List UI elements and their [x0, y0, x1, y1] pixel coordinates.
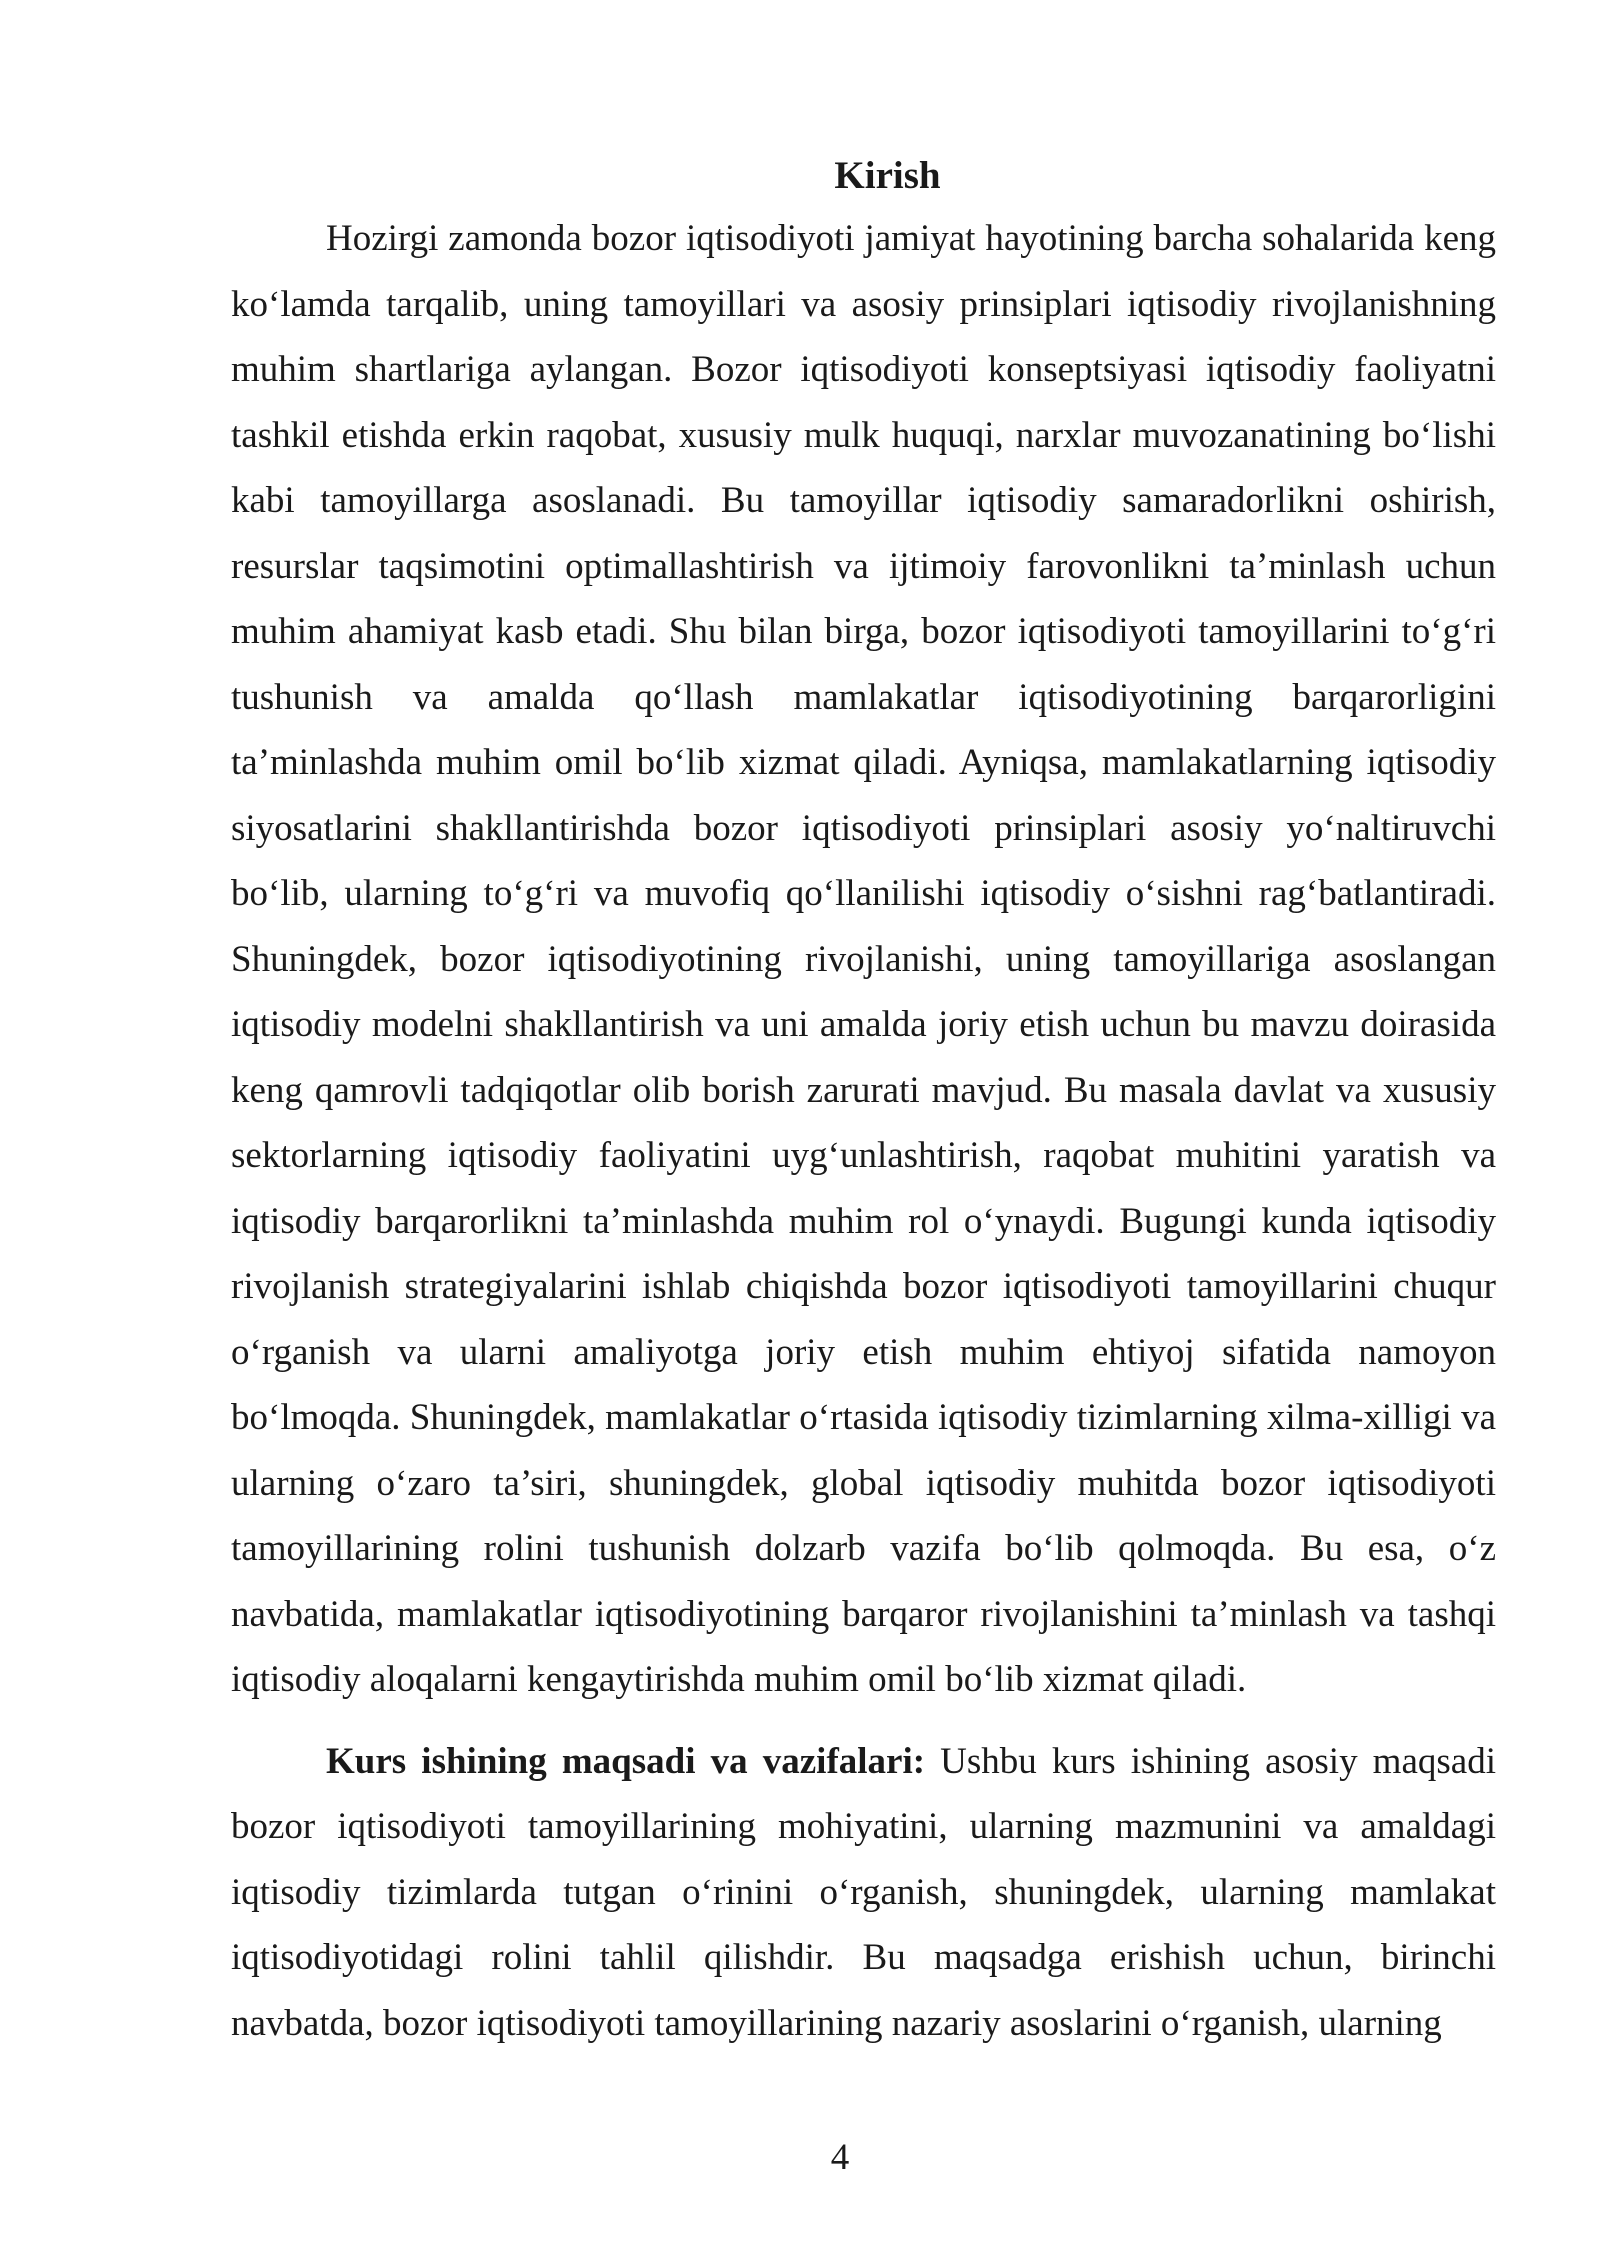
- intro-paragraph: [231, 206, 1496, 1713]
- goals-paragraph: [231, 1729, 1496, 2057]
- page-number: 4: [830, 2137, 850, 2178]
- paragraph-text: Ushbu kurs ishining asosiy maqsadi bozor iqtisodiyoti tamoyillarining mohiyatini, ularning mazmunini va amaldagi iqtisodiy tizimlarda tutgan o‘rinini o‘rganish, shuningdek, ularning mamlakat iqtisodiyotidagi rolini tahlil qilishdir. Bu maqsadga erishish uchun, birinchi navbatda, bozor iqtisodiyoti tamoyillarining nazariy asoslarini o‘rganish, ularning: [231, 1740, 1496, 2044]
- page-content: [231, 146, 1496, 2056]
- paragraph-text: Hozirgi zamonda bozor iqtisodiyoti jamiyat hayotining barcha sohalarida keng ko‘lamda tarqalib, uning tamoyillari va asosiy prinsiplari iqtisodiy rivojlanishning muhim shartlariga aylangan. Bozor iqtisodiyoti konseptsiyasi iqtisodiy faoliyatni tashkil etishda erkin raqobat, xususiy mulk huquqi, narxlar muvozanatining bo‘lishi kabi tamoyillarga asoslanadi. Bu tamoyillar iqtisodiy samaradorlikni oshirish, resurslar taqsimotini optimallashtirish va ijtimoiy farovonlikni ta’minlash uchun muhim ahamiyat kasb etadi. Shu bilan birga, bozor iqtisodiyoti tamoyillarini to‘g‘ri tushunish va amalda qo‘llash mamlakatlar iqtisodiyotining barqarorligini ta’minlashda muhim omil bo‘lib xizmat qiladi. Ayniqsa, mamlakatlarning iqtisodiy siyosatlarini shakllantirishda bozor iqtisodiyoti prinsiplari asosiy yo‘naltiruvchi bo‘lib, ularning to‘g‘ri va muvofiq qo‘llanilishi iqtisodiy o‘sishni rag‘batlantiradi. Shuningdek, bozor iqtisodiyotining rivojlanishi, uning tamoyillariga asoslangan iqtisodiy modelni shakllantirish va uni amalda joriy etish uchun bu mavzu doirasida keng qamrovli tadqiqotlar olib borish zarurati mavjud. Bu masala davlat va xususiy sektorlarning iqtisodiy faoliyatini uyg‘unlashtirish, raqobat muhitini yaratish va iqtisodiy barqarorlikni ta’minlashda muhim rol o‘ynaydi. Bugungi kunda iqtisodiy rivojlanish strategiyalarini ishlab chiqishda bozor iqtisodiyoti tamoyillarini chuqur o‘rganish va ularni amaliyotga joriy etish muhim ehtiyoj sifatida namoyon bo‘lmoqda. Shuningdek, mamlakatlar o‘rtasida iqtisodiy tizimlarning xilma-xilligi va ularning o‘zaro ta’siri, shuningdek, global iqtisodiy muhitda bozor iqtisodiyoti tamoyillarining rolini tushunish dolzarb vazifa bo‘lib qolmoqda. Bu esa, o‘z navbatida, mamlakatlar iqtisodiyotining barqaror rivojlanishini ta’minlash va tashqi iqtisodiy aloqalarni kengaytirishda muhim omil bo‘lib xizmat qiladi.: [231, 218, 1496, 1700]
- section-heading: Kirish: [834, 154, 941, 197]
- paragraph-lead: Kurs ishining maqsadi va vazifalari:: [326, 1740, 926, 1782]
